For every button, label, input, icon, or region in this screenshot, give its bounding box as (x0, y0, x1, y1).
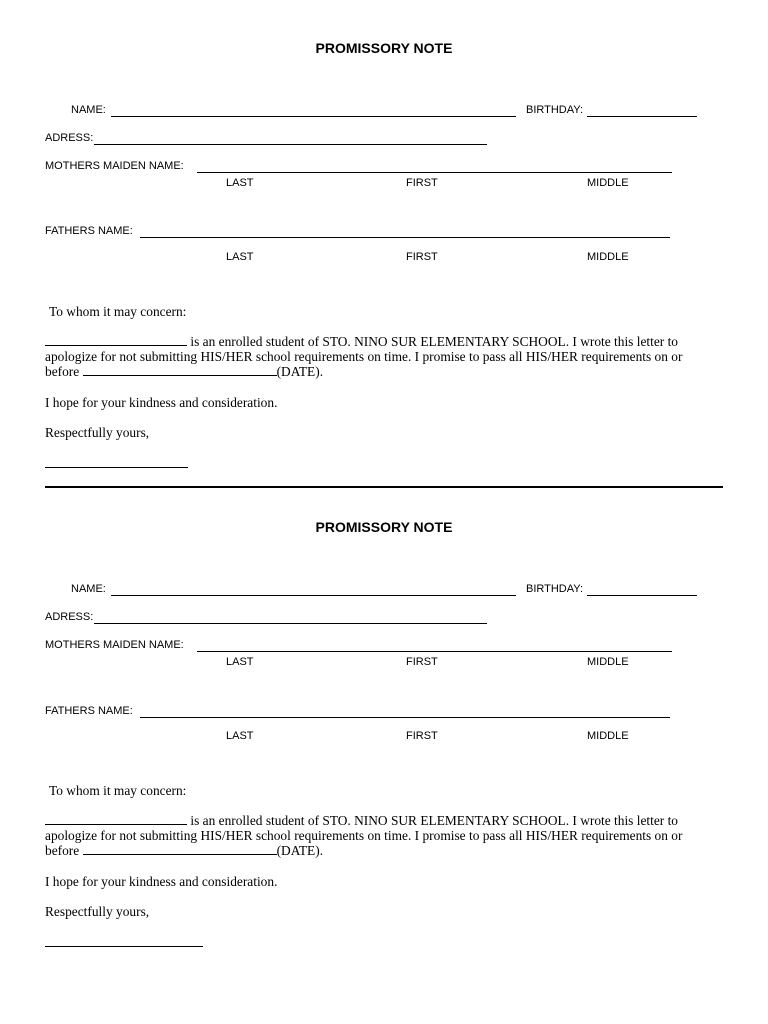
birthday-blank[interactable] (587, 595, 697, 596)
mothers-last-label: LAST (226, 656, 254, 668)
fathers-middle-label: MIDDLE (587, 730, 629, 742)
fathers-name-blank[interactable] (140, 717, 670, 718)
promissory-note-2 (0, 479, 768, 959)
mothers-maiden-name-label: MOTHERS MAIDEN NAME: (45, 160, 184, 172)
mothers-middle-label: MIDDLE (587, 177, 629, 189)
mothers-maiden-name-blank[interactable] (197, 651, 672, 652)
promissory-note-1 (0, 0, 768, 480)
date-label: (DATE). (276, 843, 324, 858)
fathers-first-label: FIRST (406, 251, 438, 263)
salutation: To whom it may concern: (49, 783, 187, 798)
fathers-middle-label: MIDDLE (587, 251, 629, 263)
note-title: PROMISSORY NOTE (315, 40, 453, 56)
fathers-name-label: FATHERS NAME: (45, 225, 133, 237)
fathers-name-blank[interactable] (140, 237, 670, 238)
salutation: To whom it may concern: (49, 304, 187, 319)
address-blank[interactable] (94, 623, 487, 624)
signoff: Respectfully yours, (45, 425, 150, 440)
mothers-first-label: FIRST (406, 656, 438, 668)
mothers-maiden-name-label: MOTHERS MAIDEN NAME: (45, 639, 184, 651)
address-label: ADRESS: (45, 132, 94, 144)
birthday-label: BIRTHDAY: (526, 583, 584, 595)
signature-blank[interactable] (45, 467, 188, 468)
name-blank[interactable] (111, 116, 516, 117)
date-label: (DATE). (276, 364, 324, 379)
mothers-first-label: FIRST (406, 177, 438, 189)
date-blank[interactable] (83, 843, 277, 855)
address-blank[interactable] (94, 144, 487, 145)
name-blank[interactable] (111, 595, 516, 596)
name-label: NAME: (71, 104, 106, 116)
birthday-blank[interactable] (587, 116, 697, 117)
fathers-last-label: LAST (226, 251, 254, 263)
fathers-name-label: FATHERS NAME: (45, 705, 133, 717)
closing-line: I hope for your kindness and consideration. (45, 874, 278, 889)
birthday-label: BIRTHDAY: (526, 104, 584, 116)
signature-blank[interactable] (45, 946, 203, 947)
fathers-first-label: FIRST (406, 730, 438, 742)
closing-line: I hope for your kindness and consideration. (45, 395, 278, 410)
body-text: is an enrolled student of STO. NINO SUR ELEMENTARY SCHOOL. I wrote this letter to apologize for not submitting HIS/HER school requirements on time. I promise to pass all HIS/HER requirements on or before (45, 334, 683, 379)
address-label: ADRESS: (45, 611, 94, 623)
mothers-maiden-name-blank[interactable] (197, 172, 672, 173)
note-title: PROMISSORY NOTE (315, 519, 453, 535)
student-name-blank[interactable] (45, 334, 187, 346)
fathers-last-label: LAST (226, 730, 254, 742)
student-name-blank[interactable] (45, 813, 187, 825)
mothers-middle-label: MIDDLE (587, 656, 629, 668)
date-blank[interactable] (83, 364, 277, 376)
body-text: is an enrolled student of STO. NINO SUR ELEMENTARY SCHOOL. I wrote this letter to apologize for not submitting HIS/HER school requirements on time. I promise to pass all HIS/HER requirements on or before (45, 813, 683, 858)
name-label: NAME: (71, 583, 106, 595)
signoff: Respectfully yours, (45, 904, 150, 919)
letter-body (45, 334, 705, 379)
mothers-last-label: LAST (226, 177, 254, 189)
letter-body (45, 813, 705, 858)
